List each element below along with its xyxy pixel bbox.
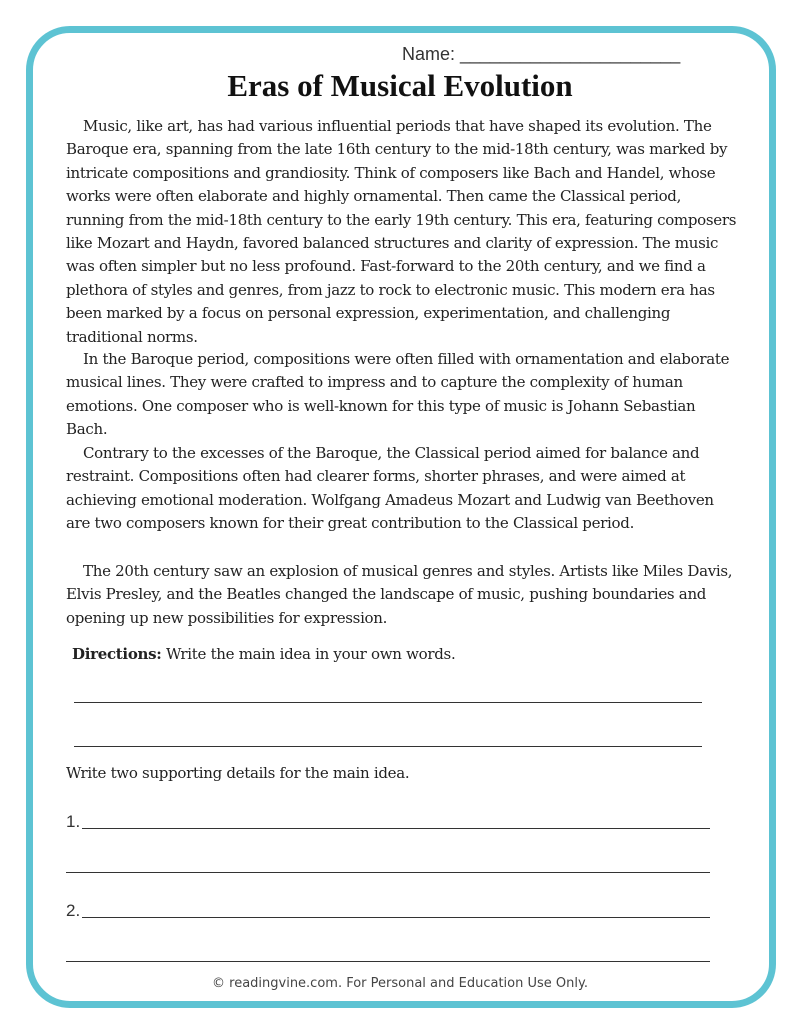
detail-2-line-2[interactable]	[66, 961, 710, 962]
detail-2-line-1[interactable]	[82, 917, 710, 918]
page-title: Eras of Musical Evolution	[227, 68, 573, 103]
detail-number-1: 1.	[66, 812, 81, 831]
directions-label: Directions:	[72, 645, 162, 663]
paragraph-text: Music, like art, has had various influential periods that have shaped its evolution. The Baroque era, spanning from the late 16th century to the mid-18th century, was marked by intricate compositions and grandiosity. Think of composers like Bach and Handel, whose works were often elaborate and highly ornamental. Then came the Classical period, running from the mid-18th century to the early 19th century. This era, featuring composers like Mozart and Haydn, favored balanced structures and clarity of expression. The music was often simpler but no less profound. Fast-forward to the 20th century, and we find a plethora of styles and genres, from jazz to rock to electronic music. This modern era has been marked by a focus on personal expression, experimentation, and challenging traditional norms.	[66, 117, 737, 346]
name-field[interactable]: Name: ______________________	[402, 44, 681, 64]
paragraph-text: In the Baroque period, compositions were often filled with ornamentation and elaborate musical lines. They were crafted to impress and to capture the complexity of human emotions. One composer who is well-known for this type of music is Johann Sebastian Bach.	[66, 350, 730, 439]
supporting-details-prompt: Write two supporting details for the main idea.	[66, 764, 410, 782]
directions	[72, 645, 455, 663]
paragraph-text: The 20th century saw an explosion of musical genres and styles. Artists like Miles Davis, Elvis Presley, and the Beatles changed the landscape of music, pushing boundaries and opening up new possibilities for expression.	[66, 562, 733, 627]
detail-number-2: 2.	[66, 901, 81, 920]
passage-paragraph-1	[66, 115, 738, 349]
main-idea-line-1[interactable]	[74, 702, 702, 703]
copyright-footer: © readingvine.com. For Personal and Education Use Only.	[212, 976, 588, 991]
passage-paragraph-4	[66, 560, 738, 630]
main-idea-line-2[interactable]	[74, 746, 702, 747]
directions-text: Write the main idea in your own words.	[161, 645, 456, 663]
paragraph-text: Contrary to the excesses of the Baroque, the Classical period aimed for balance and restraint. Compositions often had clearer forms, shorter phrases, and were aimed at achieving emotional moderation. Wolfgang Amadeus Mozart and Ludwig van Beethoven are two composers known for their great contribution to the Classical period.	[66, 444, 714, 533]
passage-paragraph-3	[66, 442, 738, 536]
passage-paragraph-2	[66, 348, 738, 442]
detail-1-line-2[interactable]	[66, 872, 710, 873]
detail-1-line-1[interactable]	[82, 828, 710, 829]
